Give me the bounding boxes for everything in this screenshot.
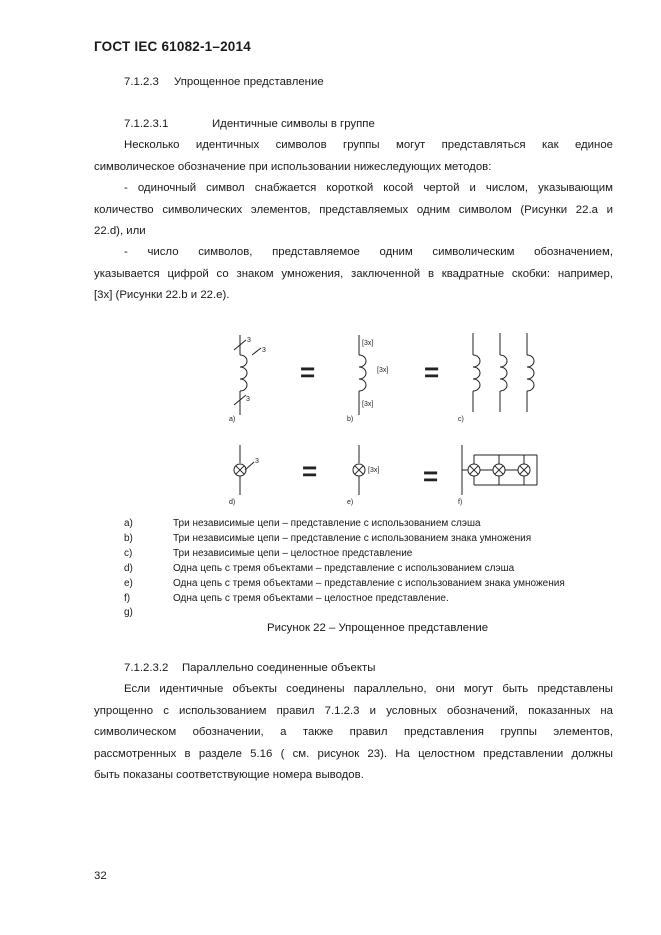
count-label: 3 [262, 347, 266, 354]
legend-text: Одна цепь с тремя объектами – целостное представление. [173, 593, 449, 604]
equals-sign: = [424, 357, 440, 387]
paragraph-4 [94, 679, 613, 787]
three-lamps-circuit-symbol [462, 445, 537, 495]
equals-sign: = [300, 357, 316, 387]
legend-key: d) [124, 563, 133, 574]
paragraph-4-line: символическом обозначении, а также правил представления группы элементов, [94, 726, 613, 738]
sublabel: e) [347, 499, 354, 506]
page-number: 32 [94, 870, 107, 882]
legend-key: a) [124, 518, 133, 529]
count-label: 3 [247, 337, 251, 344]
paragraph-2-line: - одиночный символ снабжается короткой косой чертой и числом, указывающим [124, 182, 613, 194]
section-71232-number: 7.1.2.3.2 [124, 662, 169, 674]
sublabel: a) [229, 416, 236, 423]
legend-text: Три независимые цепи – представление с использованием знака умножения [173, 533, 532, 544]
legend-key: b) [124, 533, 133, 544]
section-7123-number: 7.1.2.3 [124, 76, 159, 88]
paragraph-3-line: - число символов, представляемое одним символическим обозначением, [124, 246, 613, 258]
legend-text: Три независимые цепи – представление с использованием слэша [173, 518, 481, 529]
sublabel: d) [229, 499, 236, 506]
multiplier-label: [3x] [368, 467, 380, 474]
paragraph-1-line: Несколько идентичных символов группы могут представляться как единое [124, 139, 613, 151]
lamp-with-multiplier-symbol [353, 445, 365, 495]
three-coils-symbol [473, 333, 534, 412]
count-label: 3 [255, 458, 259, 465]
section-71231-number: 7.1.2.3.1 [124, 118, 169, 130]
equals-sign: = [302, 456, 318, 486]
paragraph-4-line: быть показаны соответствующие номера выводов. [94, 769, 364, 781]
paragraph-4-line: Если идентичные объекты соединены параллельно, они могут быть представлены [124, 683, 613, 695]
coil-with-slash-symbol [234, 335, 261, 415]
paragraph-2-line: количество символических элементов, представляемых одним символом (Рисунки 22.a и [94, 203, 613, 216]
document-header: ГОСТ IEC 61082-1–2014 [94, 39, 251, 54]
figure-caption: Рисунок 22 – Упрощенное представление [267, 622, 489, 634]
paragraph-2-line: 22.d), или [94, 225, 146, 237]
legend-text: Одна цепь с тремя объектами – представление с использованием слэша [173, 563, 515, 574]
count-label: 3 [246, 396, 250, 403]
legend-key: g) [124, 607, 133, 618]
sublabel: c) [458, 416, 464, 423]
multiplier-label: [3x] [362, 340, 374, 347]
equals-sign: = [423, 461, 439, 491]
paragraph-4-line: упрощенно с использованием правил 7.1.2.3 и условных обозначений, показанных на [94, 704, 613, 717]
section-71232-title: Параллельно соединенные объекты [182, 662, 376, 674]
sublabel: f) [458, 499, 463, 506]
legend-key: e) [124, 578, 133, 589]
sublabel: b) [347, 416, 354, 423]
paragraph-4-line: рассмотренных в разделе 5.16 ( см. рисунок 23). На целостном представлении должны [94, 747, 613, 760]
section-7123-title: Упрощенное представление [174, 76, 324, 88]
paragraph-3-line: указывается цифрой со знаком умножения, заключенной в квадратные скобки: например, [94, 267, 613, 280]
multiplier-label: [3x] [362, 401, 374, 408]
multiplier-label: [3x] [377, 367, 389, 374]
legend-text: Три независимые цепи – целостное представление [173, 548, 413, 559]
lamp-with-slash-symbol [234, 445, 254, 495]
paragraph-1-line: символическое обозначение при использовании нижеследующих методов: [94, 160, 492, 173]
legend-key: f) [124, 593, 131, 604]
legend-text: Одна цепь с тремя объектами – представление с использованием знака умножения [173, 578, 565, 589]
paragraph-3-line: [3x] (Рисунки 22.b и 22.e). [94, 289, 230, 301]
section-71231-title: Идентичные символы в группе [212, 118, 375, 130]
legend-key: c) [124, 548, 133, 559]
